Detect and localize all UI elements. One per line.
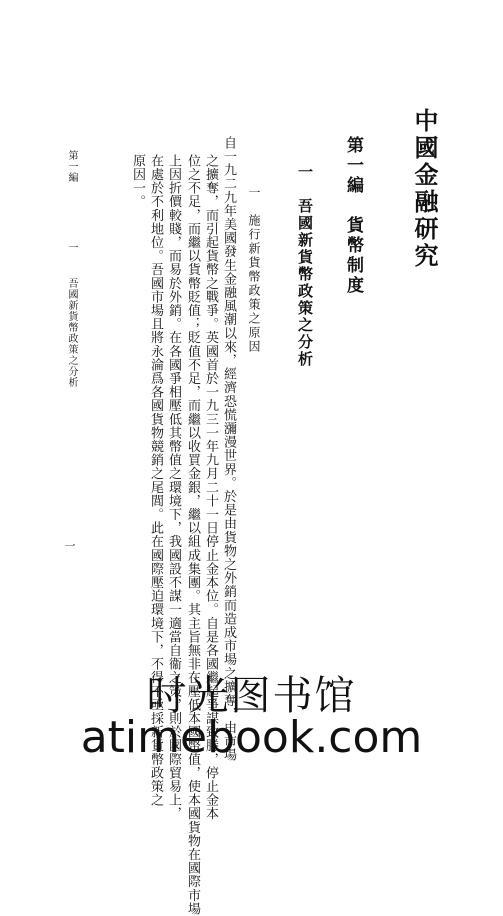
page-number: 一 <box>63 540 76 551</box>
body-line: 自一九二九年美國發生金融風潮以來，經濟恐慌瀰漫世界。於是由貨物之外銷而造成市場之擴奪，由市場 <box>221 136 236 762</box>
body-line: 位之不足，而繼以貨幣貶值；貶值不足，而繼以收買金銀，繼以組成集團。其主旨無非在壓低本國幣值，使本國貨物在國際市場 <box>185 154 200 916</box>
part-title: 第一編 貨幣制度 <box>343 136 363 296</box>
book-title: 中國金融研究 <box>410 108 439 270</box>
section-title: 一 施行新貨幣政策之原因 <box>247 186 261 354</box>
watermark-url: atimebook.com <box>80 712 423 763</box>
body-line: 原因一。 <box>130 154 145 209</box>
running-header-part: 第一編 <box>66 150 77 183</box>
body-line: 之擴奪，而引起貨幣之戰爭。英國首於一九三一年九月二十一日停止金本位。自是各國繼起爭謀致勝，停止金本 <box>203 154 218 821</box>
running-header-page: 一 <box>66 242 77 252</box>
running-header-section: 吾國新貨幣政策之分析 <box>66 278 77 388</box>
body-line: 在處於不利地位。吾國市場且將永淪爲各國貨物競銷之尾閭。此在國際壓迫環境下，不得不亟採新貨幣政策之 <box>148 154 163 807</box>
watermark-chinese: 时光图书馆 <box>146 673 357 719</box>
body-line: 上因折價較賤，而易於外銷。在各國爭相壓低其幣值之環境下，我國設不謀一適當自衞之策，則於國際貿易上， <box>166 154 181 821</box>
chapter-title: 一 吾國新貨幣政策之分析 <box>296 164 314 368</box>
